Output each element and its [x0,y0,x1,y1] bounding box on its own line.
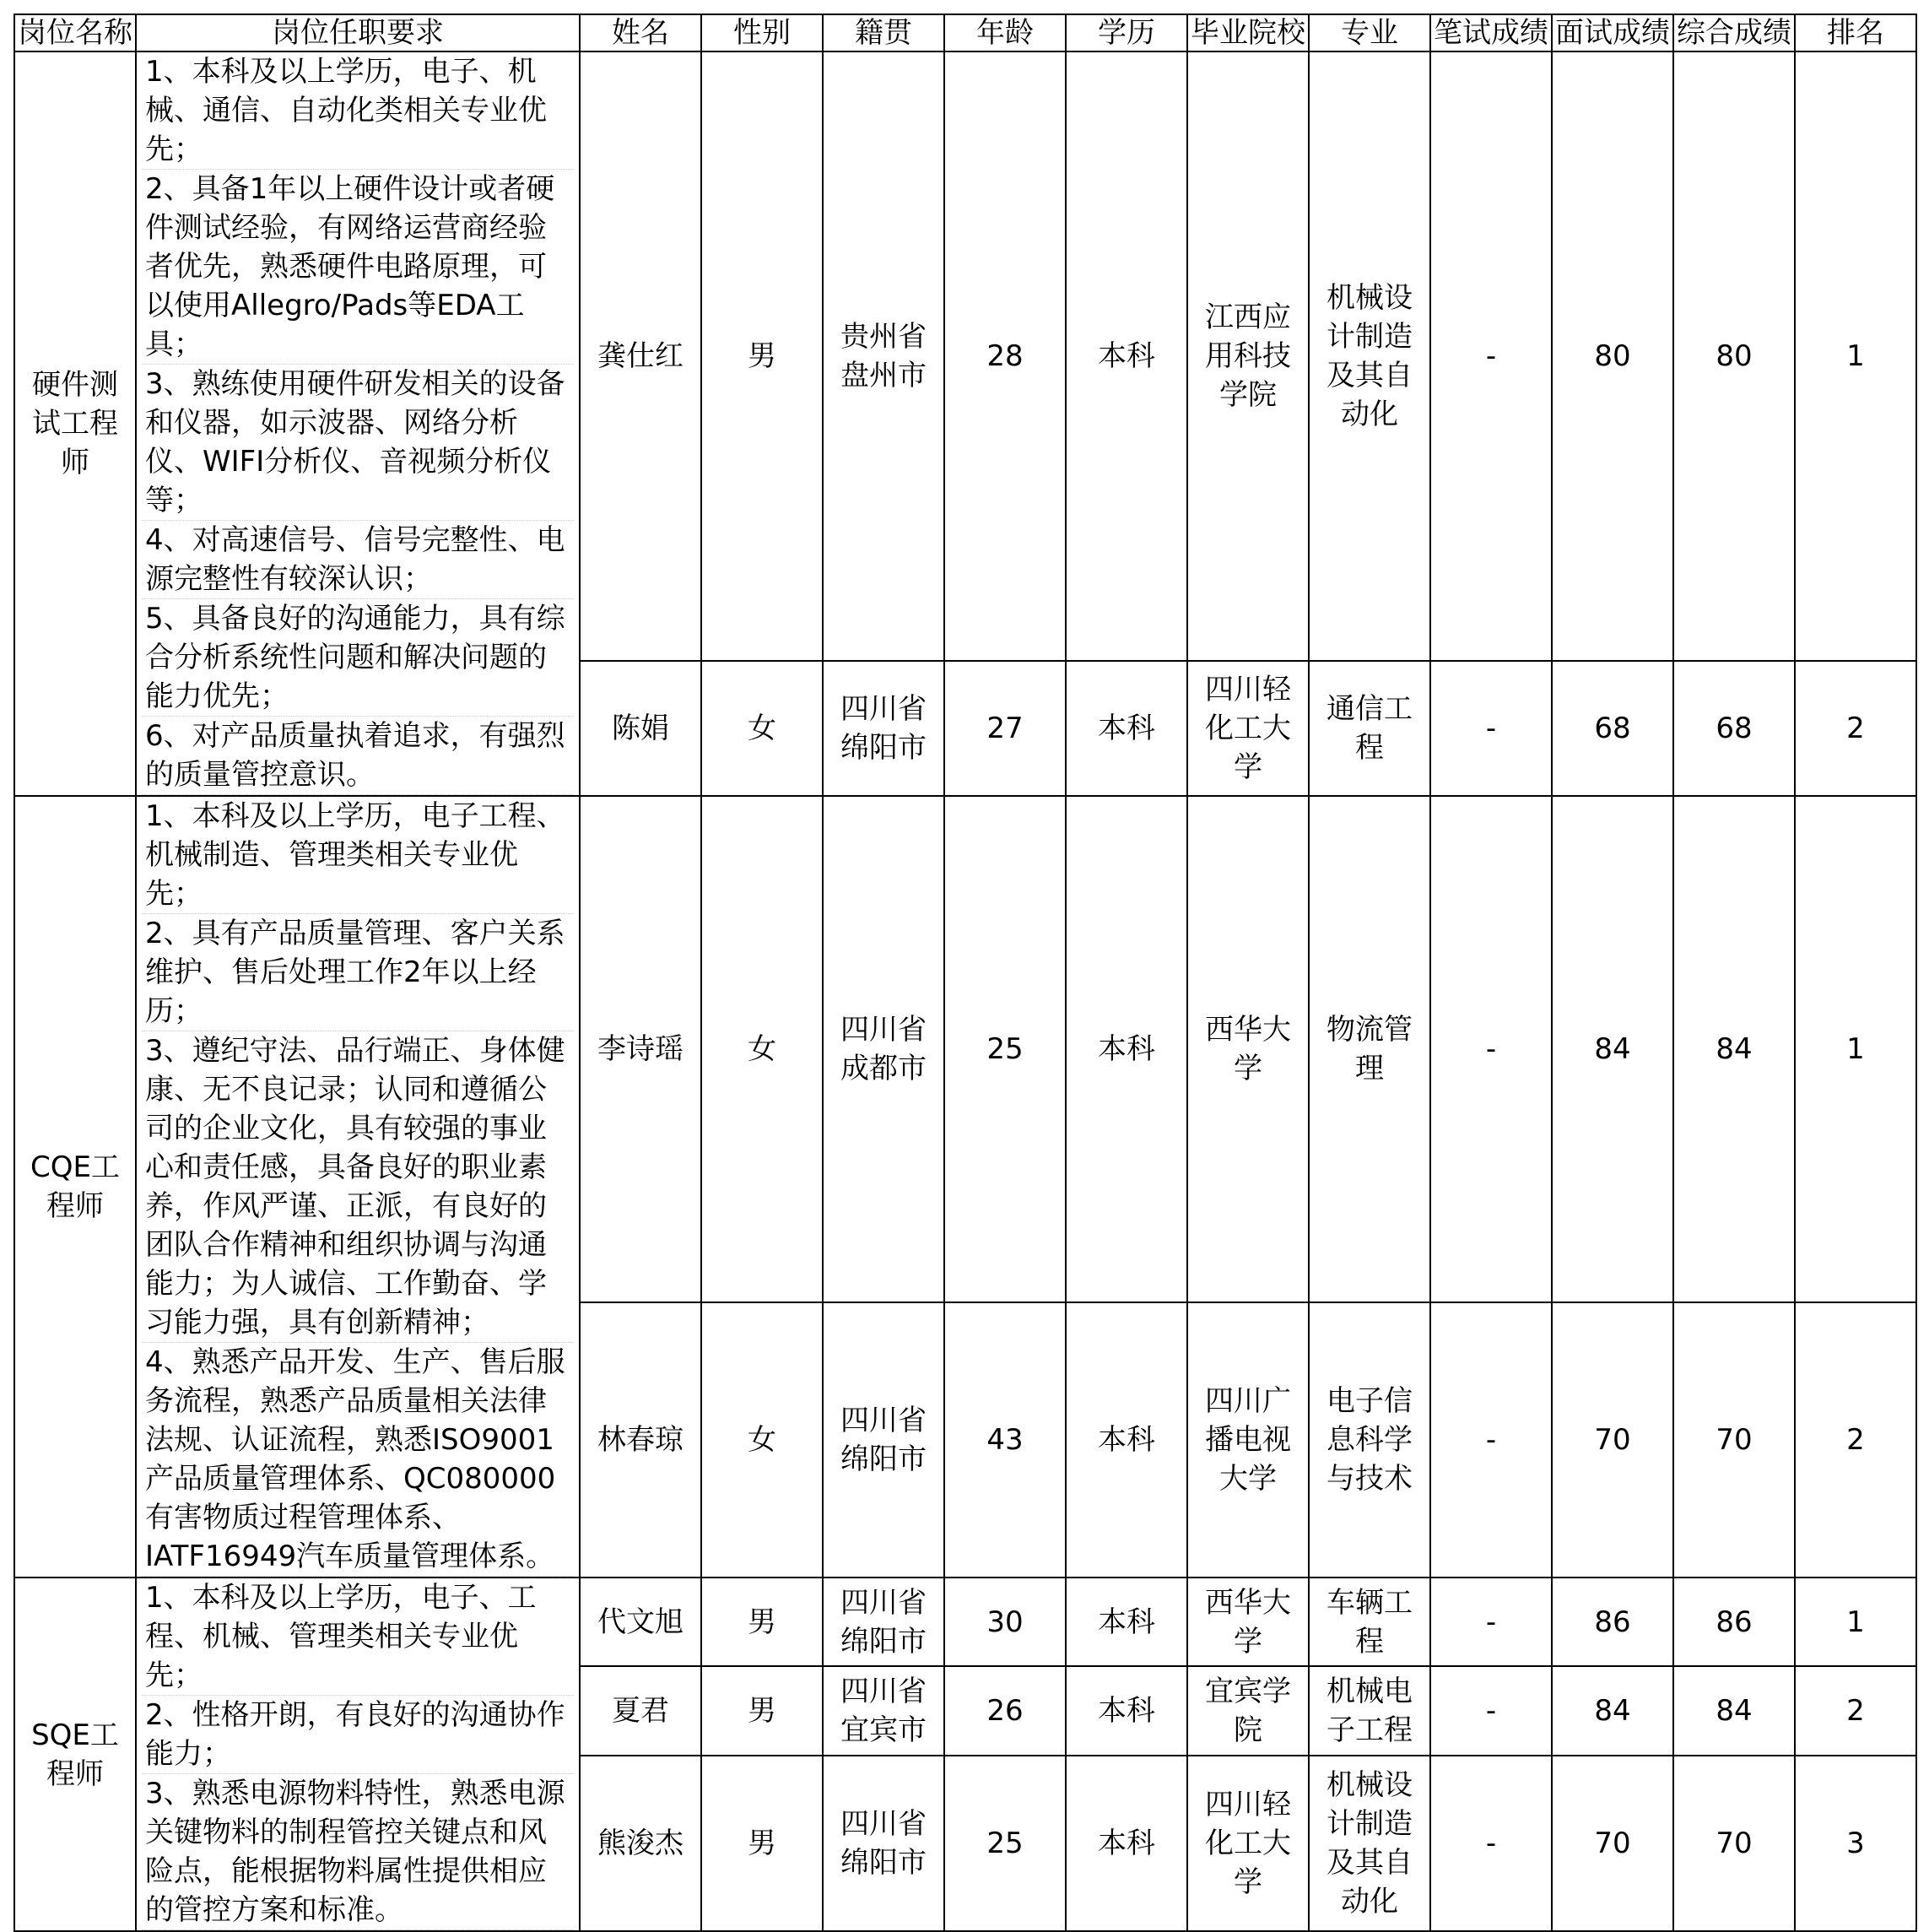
col-header: 专业 [1309,14,1430,51]
requirement-item: 3、熟练使用硬件研发相关的设备和仪器，如示波器、网络分析仪、WIFI分析仪、音视频分析仪等； [142,365,574,521]
candidate-written-score: - [1430,1302,1552,1578]
candidate-name: 代文旭 [580,1578,701,1666]
requirement-item: 5、具备良好的沟通能力，具有综合分析系统性问题和解决问题的能力优先； [142,599,574,717]
candidate-education: 本科 [1066,661,1187,796]
candidate-total-score: 68 [1673,661,1795,796]
results-table-wrapper [14,14,1915,1927]
candidate-origin: 四川省绵阳市 [823,1302,944,1578]
candidate-gender: 男 [701,51,823,661]
header-row [14,14,1916,51]
requirement-item: 2、具备1年以上硬件设计或者硬件测试经验，有网络运营商经验者优先，熟悉硬件电路原理，可以使用Allegro/Pads等EDA工具； [142,170,574,365]
candidate-interview-score: 68 [1552,661,1673,796]
candidate-results-table [14,14,1917,1932]
requirement-item: 4、对高速信号、信号完整性、电源完整性有较深认识； [142,521,574,599]
candidate-name: 陈娟 [580,661,701,796]
candidate-major: 通信工程 [1309,661,1430,796]
col-header: 毕业院校 [1187,14,1309,51]
candidate-education: 本科 [1066,1666,1187,1755]
col-header: 面试成绩 [1552,14,1673,51]
candidate-gender: 女 [701,796,823,1302]
candidate-major: 物流管理 [1309,796,1430,1302]
candidate-education: 本科 [1066,51,1187,661]
candidate-school: 四川轻化工大学 [1187,1756,1309,1931]
candidate-age: 25 [944,1756,1066,1931]
requirement-item: 1、本科及以上学历，电子、工程、机械、管理类相关专业优先； [142,1578,574,1696]
candidate-education: 本科 [1066,1302,1187,1578]
position-title: SQE工程师 [14,1578,136,1931]
table-row [14,51,1916,661]
candidate-major: 车辆工程 [1309,1578,1430,1666]
candidate-education: 本科 [1066,1578,1187,1666]
candidate-name: 熊浚杰 [580,1756,701,1931]
candidate-rank: 2 [1795,661,1916,796]
candidate-interview-score: 70 [1552,1302,1673,1578]
candidate-total-score: 86 [1673,1578,1795,1666]
candidate-school: 西华大学 [1187,1578,1309,1666]
position-title: 硬件测试工程师 [14,51,136,796]
requirement-item: 3、熟悉电源物料特性，熟悉电源关键物料的制程管控关键点和风险点，能根据物料属性提供相应的管控方案和标准。 [142,1774,574,1930]
candidate-school: 江西应用科技学院 [1187,51,1309,661]
col-header: 籍贯 [823,14,944,51]
candidate-major: 机械电子工程 [1309,1666,1430,1755]
col-header: 年龄 [944,14,1066,51]
candidate-gender: 女 [701,661,823,796]
candidate-written-score: - [1430,1666,1552,1755]
candidate-origin: 四川省绵阳市 [823,1578,944,1666]
candidate-interview-score: 80 [1552,51,1673,661]
col-header: 性别 [701,14,823,51]
col-header: 排名 [1795,14,1916,51]
position-requirements [136,796,580,1578]
candidate-major: 机械设计制造及其自动化 [1309,51,1430,661]
table-row [14,796,1916,1302]
candidate-origin: 四川省宜宾市 [823,1666,944,1755]
candidate-name: 李诗瑶 [580,796,701,1302]
candidate-gender: 男 [701,1666,823,1755]
candidate-origin: 四川省绵阳市 [823,661,944,796]
candidate-school: 四川广播电视大学 [1187,1302,1309,1578]
requirement-item: 2、具有产品质量管理、客户关系维护、售后处理工作2年以上经历； [142,914,574,1031]
candidate-written-score: - [1430,1578,1552,1666]
candidate-rank: 1 [1795,51,1916,661]
candidate-rank: 1 [1795,1578,1916,1666]
requirement-item: 1、本科及以上学历，电子、机械、通信、自动化类相关专业优先； [142,52,574,170]
candidate-age: 43 [944,1302,1066,1578]
candidate-name: 林春琼 [580,1302,701,1578]
candidate-age: 28 [944,51,1066,661]
candidate-major: 电子信息科学与技术 [1309,1302,1430,1578]
candidate-interview-score: 86 [1552,1578,1673,1666]
candidate-education: 本科 [1066,796,1187,1302]
candidate-school: 四川轻化工大学 [1187,661,1309,796]
col-header: 学历 [1066,14,1187,51]
candidate-origin: 四川省绵阳市 [823,1756,944,1931]
candidate-written-score: - [1430,51,1552,661]
candidate-written-score: - [1430,661,1552,796]
candidate-name: 夏君 [580,1666,701,1755]
col-header: 笔试成绩 [1430,14,1552,51]
candidate-interview-score: 70 [1552,1756,1673,1931]
requirement-item: 4、熟悉产品开发、生产、售后服务流程，熟悉产品质量相关法律法规、认证流程，熟悉ISO9001产品质量管理体系、QC080000有害物质过程管理体系、IATF16949汽车质量管理体系。 [142,1343,574,1577]
candidate-education: 本科 [1066,1756,1187,1931]
candidate-origin: 四川省成都市 [823,796,944,1302]
candidate-age: 26 [944,1666,1066,1755]
candidate-rank: 2 [1795,1302,1916,1578]
candidate-total-score: 84 [1673,796,1795,1302]
position-requirements [136,1578,580,1931]
candidate-interview-score: 84 [1552,796,1673,1302]
requirement-item: 2、性格开朗，有良好的沟通协作能力； [142,1696,574,1774]
col-header: 岗位名称 [14,14,136,51]
candidate-school: 西华大学 [1187,796,1309,1302]
col-header: 综合成绩 [1673,14,1795,51]
position-requirements [136,51,580,796]
candidate-gender: 男 [701,1756,823,1931]
candidate-origin: 贵州省盘州市 [823,51,944,661]
candidate-school: 宜宾学院 [1187,1666,1309,1755]
table-row [14,1578,1916,1666]
col-header: 姓名 [580,14,701,51]
candidate-written-score: - [1430,796,1552,1302]
candidate-gender: 女 [701,1302,823,1578]
candidate-age: 30 [944,1578,1066,1666]
requirement-item: 1、本科及以上学历，电子工程、机械制造、管理类相关专业优先； [142,797,574,914]
candidate-rank: 1 [1795,796,1916,1302]
candidate-age: 27 [944,661,1066,796]
candidate-written-score: - [1430,1756,1552,1931]
candidate-rank: 2 [1795,1666,1916,1755]
requirement-item: 3、遵纪守法、品行端正、身体健康、无不良记录；认同和遵循公司的企业文化，具有较强的事业心和责任感，具备良好的职业素养，作风严谨、正派，有良好的团队合作精神和组织协调与沟通能力；为人诚信、工作勤奋、学习能力强，具有创新精神； [142,1031,574,1343]
candidate-gender: 男 [701,1578,823,1666]
requirement-item: 6、对产品质量执着追求，有强烈的质量管控意识。 [142,717,574,795]
candidate-total-score: 70 [1673,1302,1795,1578]
candidate-age: 25 [944,796,1066,1302]
candidate-total-score: 70 [1673,1756,1795,1931]
candidate-name: 龚仕红 [580,51,701,661]
col-header: 岗位任职要求 [136,14,580,51]
candidate-total-score: 84 [1673,1666,1795,1755]
candidate-rank: 3 [1795,1756,1916,1931]
candidate-interview-score: 84 [1552,1666,1673,1755]
candidate-major: 机械设计制造及其自动化 [1309,1756,1430,1931]
candidate-total-score: 80 [1673,51,1795,661]
position-title: CQE工程师 [14,796,136,1578]
